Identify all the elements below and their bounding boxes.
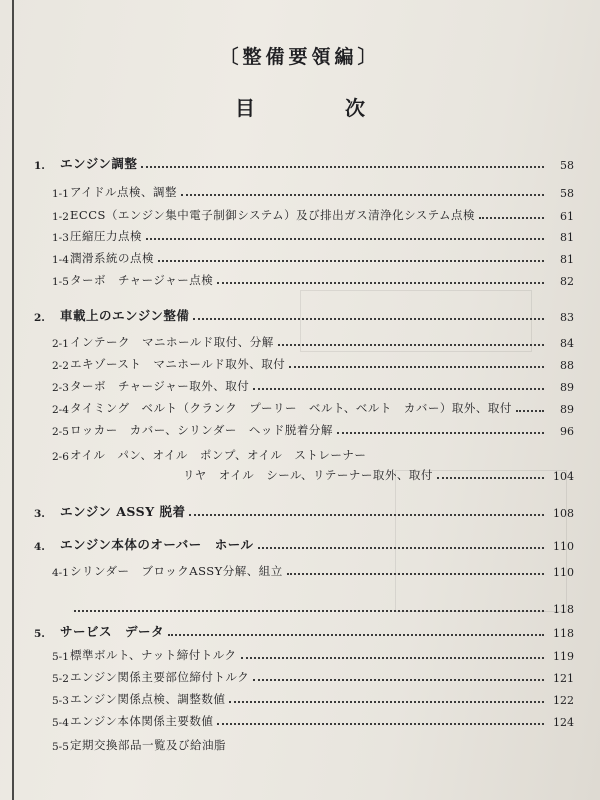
toc-entry-number: 5-4 bbox=[52, 717, 69, 729]
toc-entry-page: 81 bbox=[560, 253, 574, 266]
toc-entry bbox=[52, 352, 574, 372]
toc-entry-number: 1-5 bbox=[52, 276, 69, 288]
dot-leader bbox=[189, 513, 544, 516]
toc-entry-label: 圧縮圧力点検 bbox=[70, 229, 142, 243]
toc-entry-label: ロッカー カバー、シリンダー ヘッド脱着分解 bbox=[70, 423, 333, 437]
toc-entry-page: 119 bbox=[553, 650, 574, 663]
dot-leader bbox=[217, 722, 544, 725]
dot-leader bbox=[289, 365, 544, 368]
dot-leader bbox=[146, 237, 544, 240]
toc-entry-number: 4-1 bbox=[52, 567, 69, 579]
toc-entry-page: 104 bbox=[553, 470, 574, 483]
dot-leader bbox=[193, 317, 544, 320]
toc-entry-label: タイミング ベルト（クランク プーリー ベルト、ベルト カバー）取外、取付 bbox=[70, 401, 512, 415]
toc-entry bbox=[52, 268, 574, 288]
toc-entry-page: 110 bbox=[553, 566, 574, 579]
toc-entry-page: 89 bbox=[560, 381, 574, 394]
toc-section bbox=[34, 620, 574, 640]
toc-entry-label: エンジン ASSY 脱着 bbox=[60, 504, 186, 519]
dot-leader bbox=[168, 633, 544, 636]
toc-entry-number: 4. bbox=[34, 541, 45, 553]
toc-entry-label: エンジン本体関係主要数値 bbox=[70, 714, 214, 728]
toc-entry-page: 88 bbox=[560, 359, 574, 372]
toc-entry-label: サービス データ bbox=[60, 624, 165, 639]
dot-leader bbox=[253, 678, 544, 681]
toc-entry-page: 118 bbox=[553, 603, 574, 616]
toc-entry bbox=[52, 733, 574, 753]
dot-leader bbox=[516, 409, 544, 412]
dot-leader bbox=[158, 259, 544, 262]
toc-entry bbox=[52, 596, 574, 616]
toc-entry-page: 121 bbox=[553, 672, 574, 685]
toc-title-char-1: 目 bbox=[235, 96, 255, 120]
dot-leader bbox=[437, 476, 544, 479]
toc-entry-label: 車載上のエンジン整備 bbox=[60, 308, 190, 323]
toc-entry-page: 118 bbox=[553, 627, 574, 640]
toc-entry-label: ECCS（エンジン集中電子制御システム）及び排出ガス清浄化システム点検 bbox=[70, 208, 475, 222]
toc-entry-page: 124 bbox=[553, 716, 574, 729]
toc-entry-number: 2-5 bbox=[52, 426, 69, 438]
dot-leader bbox=[229, 700, 544, 703]
toc-entry bbox=[52, 687, 574, 707]
toc-entry-number: 5-1 bbox=[52, 651, 69, 663]
toc-entry bbox=[52, 396, 574, 416]
dot-leader bbox=[217, 281, 544, 284]
toc-entry-number: 1. bbox=[34, 160, 45, 172]
toc-section bbox=[34, 304, 574, 324]
toc-entry-number: 2-3 bbox=[52, 382, 69, 394]
toc-entry-label: エンジン関係点検、調整数値 bbox=[70, 692, 226, 706]
toc-entry bbox=[52, 643, 574, 663]
toc-entry-page: 81 bbox=[560, 231, 574, 244]
toc-entry-number: 2-1 bbox=[52, 338, 69, 350]
toc-entry-page: 58 bbox=[560, 187, 574, 200]
toc-entry-page: 82 bbox=[560, 275, 574, 288]
toc-entry-label: アイドル点検、調整 bbox=[70, 185, 177, 199]
toc-entry bbox=[52, 443, 574, 463]
toc-title-char-2: 次 bbox=[345, 96, 365, 120]
toc-entry-label: インテーク マニホールド取付、分解 bbox=[70, 335, 274, 349]
toc-entry-page: 108 bbox=[553, 507, 574, 520]
toc-entry-number: 1-1 bbox=[52, 188, 69, 200]
toc-entry-page: 122 bbox=[553, 694, 574, 707]
toc-entry-label: ターボ チャージャー取外、取付 bbox=[70, 379, 250, 393]
dot-leader bbox=[278, 343, 544, 346]
dot-leader bbox=[258, 546, 544, 549]
toc-section bbox=[34, 533, 574, 553]
toc-entry bbox=[52, 180, 574, 200]
toc-entry-continuation bbox=[52, 463, 574, 483]
toc-entry-number: 1-4 bbox=[52, 254, 69, 266]
toc-entry bbox=[52, 224, 574, 244]
dot-leader bbox=[253, 387, 544, 390]
section-header: 〔整備要領編〕 bbox=[219, 46, 381, 68]
toc-entry bbox=[52, 559, 574, 579]
toc-entry-label: エンジン関係主要部位締付トルク bbox=[70, 670, 250, 684]
toc-entry-label: ターボ チャージャー点検 bbox=[70, 273, 214, 287]
toc-entry-label: 定期交換部品一覧及び給油脂 bbox=[70, 738, 226, 752]
toc-entry bbox=[52, 330, 574, 350]
toc-entry-number: 2-2 bbox=[52, 360, 69, 372]
toc-title bbox=[0, 92, 600, 121]
dot-leader bbox=[287, 572, 544, 575]
dot-leader bbox=[241, 656, 544, 659]
toc-entry-number: 5-2 bbox=[52, 673, 69, 685]
toc-entry-label: オイル パン、オイル ポンプ、オイル ストレーナー bbox=[70, 448, 367, 462]
toc-entry-number: 5-5 bbox=[52, 741, 69, 753]
toc-entry-number: 5-3 bbox=[52, 695, 69, 707]
toc-entry-number: 2. bbox=[34, 312, 45, 324]
dot-leader bbox=[337, 431, 544, 434]
toc-section bbox=[34, 500, 574, 520]
toc-entry bbox=[52, 374, 574, 394]
toc-section bbox=[34, 152, 574, 172]
dot-leader bbox=[141, 165, 544, 168]
toc-entry bbox=[52, 246, 574, 266]
toc-entry-page: 84 bbox=[560, 337, 574, 350]
toc-entry-label: 標準ボルト、ナット締付トルク bbox=[70, 648, 237, 662]
dot-leader bbox=[181, 193, 544, 196]
toc-entry-page: 96 bbox=[560, 425, 574, 438]
toc-entry bbox=[52, 418, 574, 438]
toc-entry-label: リヤ オイル シール、リテーナー取外、取付 bbox=[183, 468, 433, 482]
toc-entry-label: エンジン調整 bbox=[60, 156, 138, 171]
toc-entry-label: シリンダー ブロックASSY分解、組立 bbox=[70, 564, 283, 578]
toc-entry-number: 1-2 bbox=[52, 211, 69, 223]
toc-entry-number: 2-6 bbox=[52, 451, 69, 463]
toc-entry bbox=[52, 709, 574, 729]
dot-leader bbox=[74, 609, 544, 612]
toc-entry-page: 61 bbox=[560, 210, 574, 223]
toc-entry-page: 83 bbox=[560, 311, 574, 324]
toc-entry-number: 3. bbox=[34, 508, 45, 520]
toc-entry-label: エキゾースト マニホールド取外、取付 bbox=[70, 357, 286, 371]
toc-entry bbox=[52, 665, 574, 685]
toc-entry-number: 5. bbox=[34, 628, 45, 640]
toc-entry-number: 1-3 bbox=[52, 232, 69, 244]
toc-entry-label: 潤滑系統の点検 bbox=[70, 251, 154, 265]
toc-entry-page: 89 bbox=[560, 403, 574, 416]
toc-entry-page: 110 bbox=[553, 540, 574, 553]
toc-entry-page: 58 bbox=[560, 159, 574, 172]
toc-entry-number: 2-4 bbox=[52, 404, 69, 416]
toc-entry bbox=[52, 203, 574, 223]
dot-leader bbox=[479, 216, 544, 219]
toc-entry-label: エンジン本体のオーバー ホール bbox=[60, 537, 254, 552]
